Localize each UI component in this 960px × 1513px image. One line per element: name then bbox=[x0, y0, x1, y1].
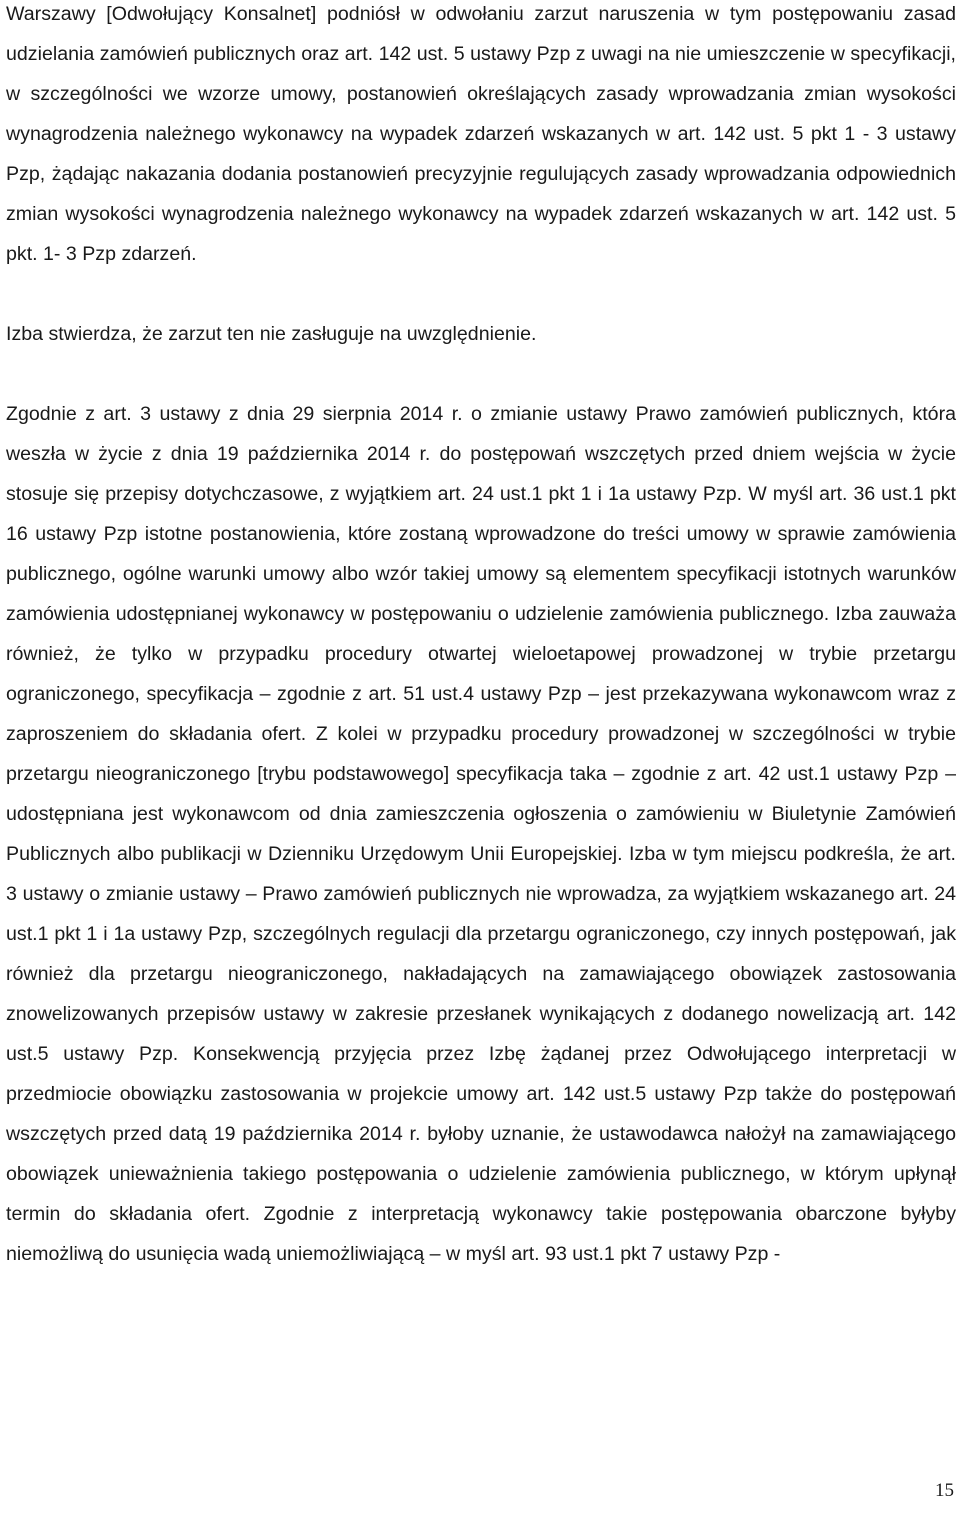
paragraph-zgodnie-z-art: Zgodnie z art. 3 ustawy z dnia 29 sierpnia 2014 r. o zmianie ustawy Prawo zamówień publicznych, która weszła w życie z dnia 19 października 2014 r. do postępowań wszczętych przed dniem wejścia w życie stosuje się przepisy dotychczasowe, z wyjątkiem art. 24 ust.1 pkt 1 i 1a ustawy Pzp. W myśl art. 36 ust.1 pkt 16 ustawy Pzp istotne postanowienia, które zostaną wprowadzone do treści umowy w sprawie zamówienia publicznego, ogólne warunki umowy albo wzór takiej umowy są elementem specyfikacji istotnych warunków zamówienia udostępnianej wykonawcy w postępowaniu o udzielenie zamówienia publicznego. Izba zauważa również, że tylko w przypadku procedury otwartej wieloetapowej prowadzonej w trybie przetargu ograniczonego, specyfikacja – zgodnie z art. 51 ust.4 ustawy Pzp – jest przekazywana wykonawcom wraz z zaproszeniem do składania ofert. Z kolei w przypadku procedury prowadzonej w szczególności w trybie przetargu nieograniczonego [trybu podstawowego] specyfikacja taka – zgodnie z art. 42 ust.1 ustawy Pzp – udostępniana jest wykonawcom od dnia zamieszczenia ogłoszenia o zamówieniu w Biuletynie Zamówień Publicznych albo publikacji w Dzienniku Urzędowym Unii Europejskiej. Izba w tym miejscu podkreśla, że art. 3 ustawy o zmianie ustawy – Prawo zamówień publicznych nie wprowadza, za wyjątkiem wskazanego art. 24 ust.1 pkt 1 i 1a ustawy Pzp, szczególnych regulacji dla przetargu ograniczonego, czy innych postępowań, jak również dla przetargu nieograniczonego, nakładających na zamawiającego obowiązek zastosowania znowelizowanych przepisów ustawy w zakresie przesłanek wynikających z dodanego nowelizacją art. 142 ust.5 ustawy Pzp. Konsekwencją przyjęcia przez Izbę żądanej przez Odwołującego interpretacji w przedmiocie obowiązku zastosowania w projekcie umowy art. 142 ust.5 ustawy Pzp także do postępowań wszczętych przed datą 19 października 2014 r. byłoby uznanie, że ustawodawca nałożył na zamawiającego obowiązek unieważnienia takiego postępowania o udzielenie zamówienia publicznego, w którym upłynął termin do składania ofert. Zgodnie z interpretacją wykonawcy takie postępowania obarczone byłyby niemożliwą do usunięcia wadą uniemożliwiającą – w myśl art. 93 ust.1 pkt 7 ustawy Pzp - bbox=[6, 403, 956, 1265]
paragraph-odwolanie: Warszawy [Odwołujący Konsalnet] podniósł w odwołaniu zarzut naruszenia w tym postępowaniu zasad udzielania zamówień publicznych oraz art. 142 ust. 5 ustawy Pzp z uwagi na nie umieszczenie w specyfikacji, w szczególności we wzorze umowy, postanowień określających zasady wprowadzania zmian wysokości wynagrodzenia należnego wykonawcy na wypadek zdarzeń wskazanych w art. 142 ust. 5 pkt 1 - 3 ustawy Pzp, żądając nakazania dodania postanowień precyzyjnie regulujących zasady wprowadzania odpowiednich zmian wysokości wynagrodzenia należnego wykonawcy na wypadek zdarzeń wskazanych w art. 142 ust. 5 pkt. 1- 3 Pzp zdarzeń. bbox=[6, 3, 956, 265]
page-number: 15 bbox=[935, 1480, 954, 1501]
document-page bbox=[6, 0, 956, 1274]
paragraph-izba-stwierdza: Izba stwierdza, że zarzut ten nie zasługuje na uwzględnienie. bbox=[6, 323, 537, 345]
